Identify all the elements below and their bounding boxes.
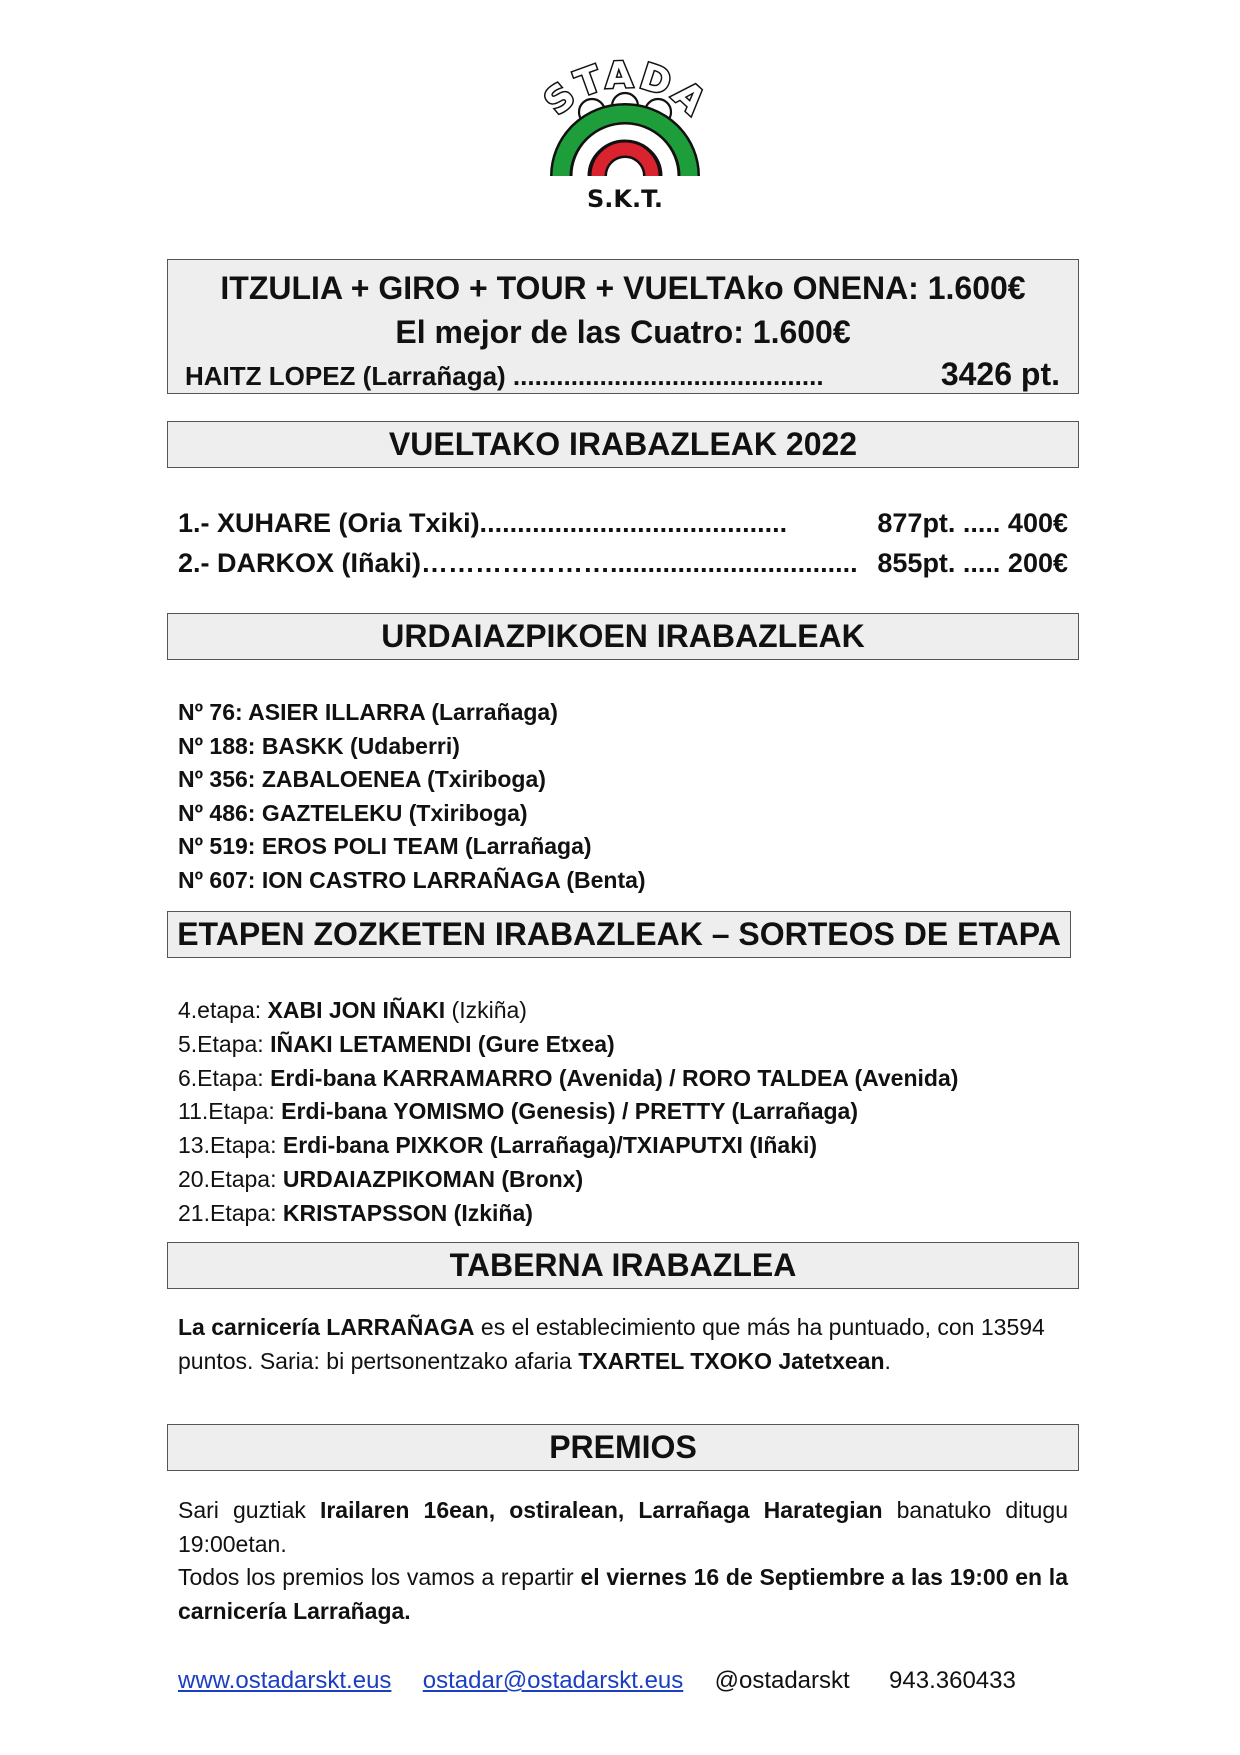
- taberna-heading: TABERNA IRABAZLEA: [167, 1242, 1079, 1289]
- list-item: Nº 76: ASIER ILLARRA (Larrañaga): [178, 699, 558, 725]
- premios-heading: PREMIOS: [167, 1424, 1079, 1471]
- social-handle: @ostadarskt: [714, 1667, 850, 1694]
- urdaiazpikoen-heading: URDAIAZPIKOEN IRABAZLEAK: [167, 613, 1079, 660]
- premios-paragraph-es: Todos los premios los vamos a repartir el viernes 16 de Septiembre a las 19:00 en la carnicería Larrañaga.: [178, 1564, 1068, 1624]
- best-of-four-title-es: El mejor de las Cuatro: 1.600€: [395, 314, 851, 350]
- etapa-heading: ETAPEN ZOZKETEN IRABAZLEAK – SORTEOS DE ETAPA: [167, 911, 1071, 958]
- taberna-paragraph: La carnicería LARRAÑAGA es el establecimiento que más ha puntuado, con 13594 puntos. Saria: bi pertsonentzako afaria TXARTEL TXOKO Jatetxean.: [178, 1314, 1045, 1374]
- list-item: Nº 356: ZABALOENEA (Txiriboga): [178, 766, 546, 793]
- list-item: 6.Etapa: Erdi-bana KARRAMARRO (Avenida) / RORO TALDEA (Avenida): [178, 1064, 959, 1091]
- vuelta-row: [178, 503, 1068, 543]
- vuelta-row-prize: 877pt. ..... 400€: [877, 508, 1068, 538]
- best-of-four-winner-row: [168, 354, 1078, 396]
- vuelta-row: [178, 543, 1068, 583]
- footer: [178, 1665, 1016, 1697]
- list-item: 20.Etapa: URDAIAZPIKOMAN (Bronx): [178, 1165, 584, 1192]
- list-item: 4.etapa: XABI JON IÑAKI (Izkiña): [178, 997, 527, 1023]
- vuelta-row-name: 1.- XUHARE (Oria Txiki).........................................: [178, 508, 788, 538]
- vuelta-heading: VUELTAKO IRABAZLEAK 2022: [167, 421, 1079, 468]
- list-item: Nº 607: ION CASTRO LARRAÑAGA (Benta): [178, 866, 646, 893]
- best-of-four-winner: HAITZ LOPEZ (Larrañaga) ...........................................: [185, 361, 824, 391]
- logo-name: STADA: [536, 54, 716, 126]
- best-of-four-title-eu: ITZULIA + GIRO + TOUR + VUELTAko ONENA: 1.600€: [220, 270, 1026, 306]
- logo-subtitle: S.K.T.: [587, 185, 663, 213]
- ostadar-logo-graphic: [530, 50, 720, 215]
- vuelta-row-name: 2.- DARKOX (Iñaki)………………….................................: [178, 548, 858, 578]
- list-item: 13.Etapa: Erdi-bana PIXKOR (Larrañaga)/TXIAPUTXI (Iñaki): [178, 1132, 818, 1159]
- website-link[interactable]: www.ostadarskt.eus: [178, 1667, 392, 1694]
- list-item: 5.Etapa: IÑAKI LETAMENDI (Gure Etxea): [178, 1030, 615, 1057]
- email-link[interactable]: ostadar@ostadarskt.eus: [422, 1667, 684, 1694]
- etapa-list: [178, 994, 958, 1231]
- list-item: 21.Etapa: KRISTAPSSON (Izkiña): [178, 1199, 533, 1226]
- list-item: Nº 188: BASKK (Udaberri): [178, 732, 460, 759]
- list-item: Nº 519: EROS POLI TEAM (Larrañaga): [178, 833, 592, 860]
- list-item: 11.Etapa: Erdi-bana YOMISMO (Genesis) / PRETTY (Larrañaga): [178, 1098, 858, 1125]
- best-of-four-points: 3426 pt.: [940, 356, 1060, 392]
- ostadar-logo: [530, 50, 720, 215]
- premios-paragraph-eu: Sari guztiak Irailaren 16ean, ostiralean, Larrañaga Harategian banatuko ditugu 19:00etan.: [178, 1497, 1069, 1557]
- vuelta-winners: [178, 503, 1068, 583]
- list-item: Nº 486: GAZTELEKU (Txiriboga): [178, 799, 528, 826]
- best-of-four-box: [167, 259, 1079, 394]
- urdaiazpikoen-list: [178, 696, 646, 898]
- vuelta-row-prize: 855pt. ..... 200€: [877, 548, 1068, 578]
- phone-number: 943.360433: [889, 1667, 1016, 1694]
